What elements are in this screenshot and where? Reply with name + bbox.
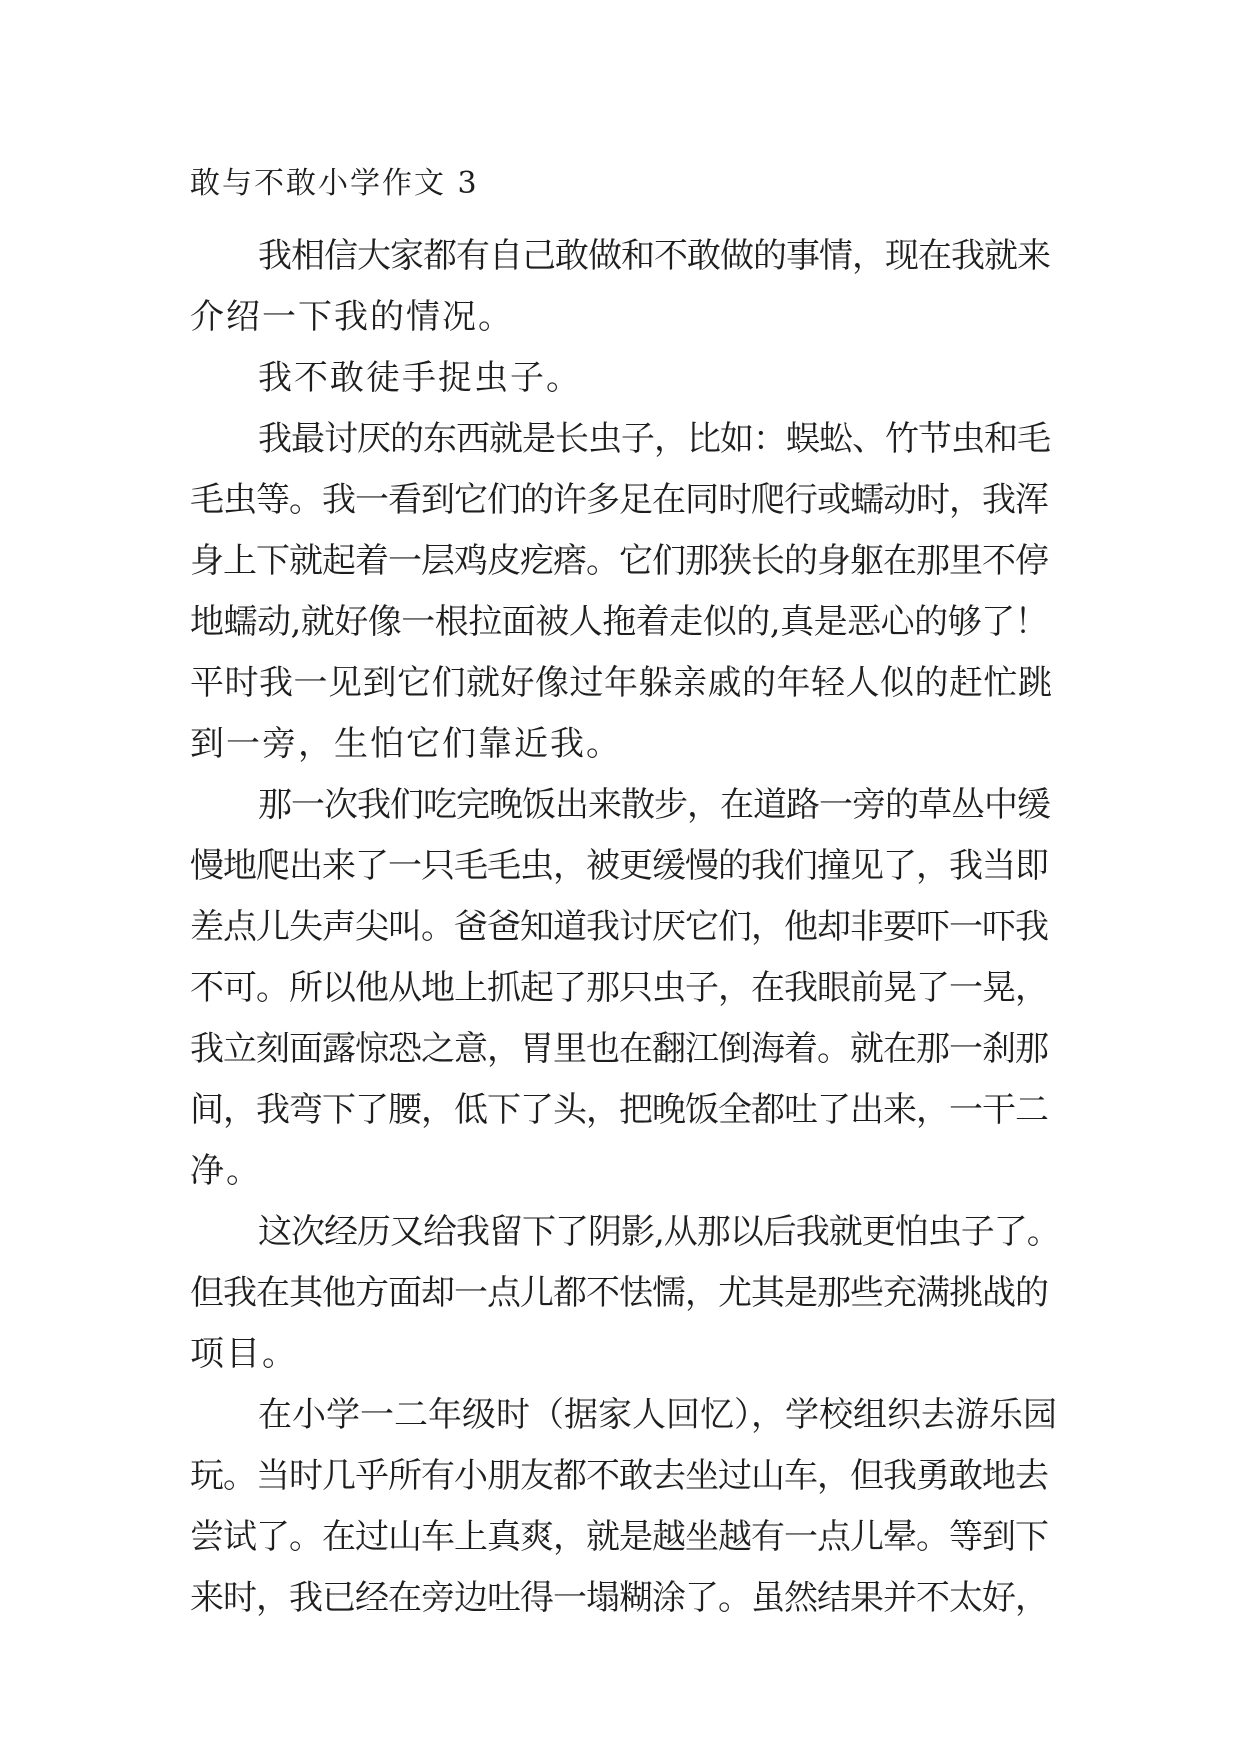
body-line: 来时，我已经在旁边吐得一塌糊涂了。虽然结果并不太好，: [190, 1578, 1048, 1618]
body-line: 不可。所以他从地上抓起了那只虫子，在我眼前晃了一晃，: [190, 968, 1048, 1008]
body-line: 那一次我们吃完晚饭出来散步，在道路一旁的草丛中缓: [258, 785, 1050, 825]
body-line: 这次经历又给我留下了阴影,从那以后我就更怕虫子了。: [258, 1212, 1060, 1252]
body-line: 慢地爬出来了一只毛毛虫，被更缓慢的我们撞见了，我当即: [190, 846, 1048, 886]
body-line: 玩。当时几乎所有小朋友都不敢去坐过山车，但我勇敢地去: [190, 1456, 1048, 1496]
document-body: [190, 226, 1060, 1629]
body-line: 但我在其他方面却一点儿都不怯懦，尤其是那些充满挑战的: [190, 1273, 1048, 1313]
body-line: 在小学一二年级时（据家人回忆），学校组织去游乐园: [258, 1395, 1057, 1435]
body-line: 间，我弯下了腰，低下了头，把晚饭全都吐了出来，一干二: [190, 1090, 1048, 1130]
document-title: 敢与不敢小学作文 3: [190, 166, 479, 201]
body-line: 地蠕动,就好像一根拉面被人拖着走似的,真是恶心的够了！: [190, 602, 1049, 642]
body-line: 到一旁，生怕它们靠近我。: [190, 724, 622, 764]
body-line: 差点儿失声尖叫。爸爸知道我讨厌它们，他却非要吓一吓我: [190, 907, 1048, 947]
body-line: 我相信大家都有自己敢做和不敢做的事情，现在我就来: [258, 236, 1050, 276]
body-line: 尝试了。在过山车上真爽，就是越坐越有一点儿晕。等到下: [190, 1517, 1048, 1557]
body-line: 净。: [190, 1151, 262, 1191]
body-line: 我最讨厌的东西就是长虫子，比如：蜈蚣、竹节虫和毛: [258, 419, 1050, 459]
body-line: 介绍一下我的情况。: [190, 297, 514, 337]
body-line: 我立刻面露惊恐之意，胃里也在翻江倒海着。就在那一刹那: [190, 1029, 1048, 1069]
body-line: 平时我一见到它们就好像过年躲亲戚的年轻人似的赶忙跳: [190, 663, 1053, 703]
body-line: 毛虫等。我一看到它们的许多足在同时爬行或蠕动时，我浑: [190, 480, 1048, 520]
body-line: 身上下就起着一层鸡皮疙瘩。它们那狭长的身躯在那里不停: [190, 541, 1048, 581]
body-line: 我不敢徒手捉虫子。: [258, 358, 582, 398]
body-line: 项目。: [190, 1334, 298, 1374]
